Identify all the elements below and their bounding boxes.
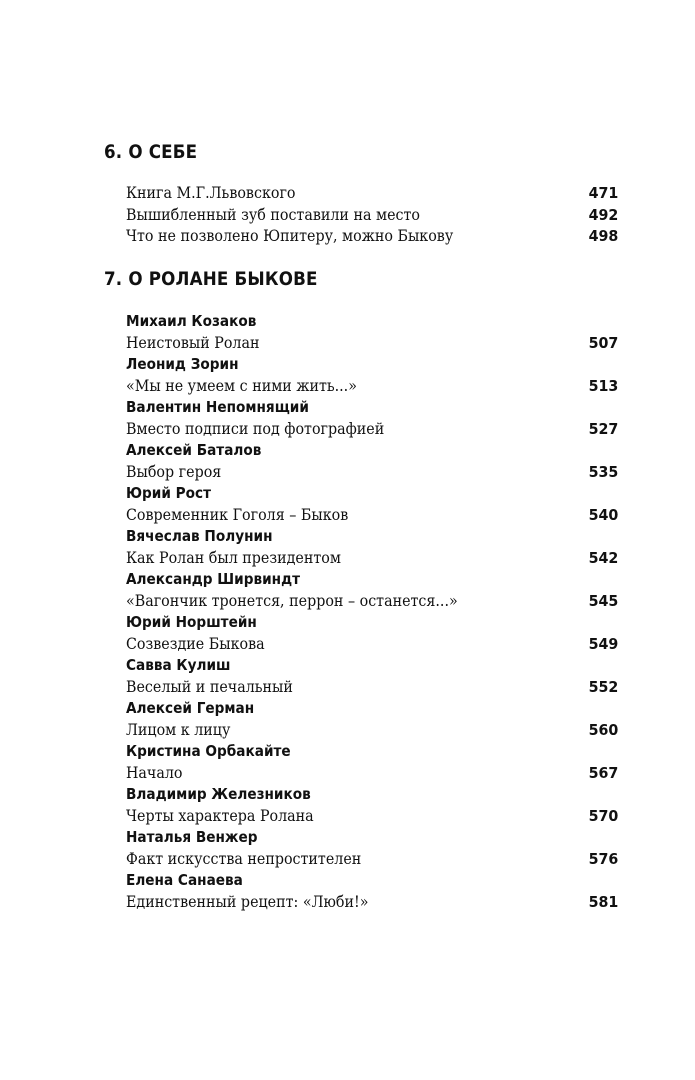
entry-title: Выбор героя (126, 462, 222, 481)
entry-page-number: 570 (588, 806, 618, 825)
entry-title: Неистовый Ролан (126, 333, 260, 352)
entry-title: Веселый и печальный (126, 677, 293, 696)
entry-author: Юрий Норштейн (126, 613, 257, 631)
entry-author: Михаил Козаков (126, 312, 257, 330)
entry-page-number: 540 (588, 505, 618, 524)
entry-page-number: 542 (588, 548, 618, 567)
toc-entry[interactable] (126, 333, 618, 355)
entry-author: Александр Ширвиндт (126, 570, 301, 588)
entry-page-number: 471 (588, 184, 618, 202)
entry-title: Как Ролан был президентом (126, 548, 341, 567)
entry-page-number: 552 (588, 677, 618, 696)
entry-title: Начало (126, 763, 183, 782)
entry-title: Единственный рецепт: «Люби!» (126, 892, 369, 911)
entry-author: Валентин Непомнящий (126, 398, 309, 416)
section-about-rolan-bykov (104, 267, 619, 911)
section-heading: 7. О РОЛАНЕ БЫКОВЕ (104, 268, 318, 290)
entry-page-number: 507 (588, 333, 618, 352)
entry-title: Что не позволено Юпитеру, можно Быкову (126, 227, 454, 245)
section-about-self (104, 140, 619, 245)
entry-page-number: 581 (588, 892, 618, 911)
entry-title: Современник Гоголя – Быков (126, 505, 349, 524)
toc-entry[interactable] (126, 892, 618, 914)
entry-author: Вячеслав Полунин (126, 527, 273, 545)
entry-author: Алексей Баталов (126, 441, 262, 459)
entry-page-number: 549 (588, 634, 618, 653)
entry-author: Савва Кулиш (126, 656, 231, 674)
toc-entry[interactable] (126, 548, 618, 570)
entry-page-number: 567 (588, 763, 618, 782)
entry-page-number: 545 (588, 591, 618, 610)
entry-author: Алексей Герман (126, 699, 255, 717)
toc-entry[interactable] (126, 226, 618, 248)
toc-entries (126, 183, 618, 248)
toc-entry[interactable] (126, 205, 618, 227)
entry-title: Книга М.Г.Львовского (126, 184, 296, 202)
entry-title: Созвездие Быкова (126, 634, 265, 653)
section-heading: 6. О СЕБЕ (104, 141, 198, 163)
toc-entry[interactable] (126, 462, 618, 484)
entry-author: Юрий Рост (126, 484, 212, 502)
entry-page-number: 513 (588, 376, 618, 395)
toc-entry[interactable] (126, 419, 618, 441)
entry-title: Вместо подписи под фотографией (126, 419, 385, 438)
entry-page-number: 492 (588, 205, 618, 224)
entry-author: Кристина Орбакайте (126, 742, 291, 760)
entry-page-number: 498 (588, 227, 618, 245)
toc-entry[interactable] (126, 591, 618, 613)
entry-author: Владимир Железников (126, 785, 311, 803)
toc-entry[interactable] (126, 806, 618, 828)
toc-entry[interactable] (126, 634, 618, 656)
entry-title: Лицом к лицу (126, 720, 231, 739)
toc-entry[interactable] (126, 677, 618, 699)
entry-author: Наталья Венжер (126, 828, 258, 846)
entry-page-number: 576 (588, 849, 618, 868)
toc-entry[interactable] (126, 849, 618, 871)
entry-title: Черты характера Ролана (126, 806, 314, 825)
entry-title: «Мы не умеем с ними жить...» (126, 376, 357, 395)
entry-page-number: 527 (588, 419, 618, 438)
entry-page-number: 560 (588, 720, 618, 739)
entry-title: Факт искусства непростителен (126, 849, 362, 868)
toc-entry[interactable] (126, 763, 618, 785)
toc-entry[interactable] (126, 183, 618, 205)
entry-author: Леонид Зорин (126, 355, 239, 373)
toc-entry[interactable] (126, 376, 618, 398)
entry-title: Вышибленный зуб поставили на место (126, 205, 420, 224)
entry-page-number: 535 (588, 462, 618, 481)
entry-author: Елена Санаева (126, 871, 243, 889)
toc-entry[interactable] (126, 720, 618, 742)
toc-entries (126, 311, 618, 913)
toc-entry[interactable] (126, 505, 618, 527)
entry-title: «Вагончик тронется, перрон – останется...» (126, 591, 458, 610)
